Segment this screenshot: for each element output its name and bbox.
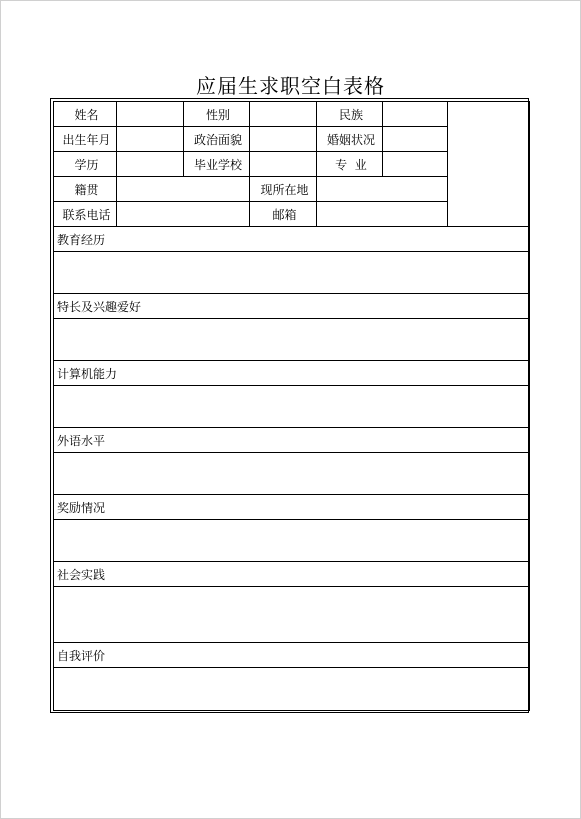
name-label: 姓名	[54, 102, 117, 127]
school-label: 毕业学校	[184, 152, 250, 177]
marital-field[interactable]	[383, 127, 448, 152]
marital-label: 婚姻状况	[317, 127, 383, 152]
section-header-row	[54, 428, 530, 453]
politics-label: 政治面貌	[184, 127, 250, 152]
residence-label: 现所在地	[250, 177, 317, 202]
email-field[interactable]	[317, 202, 448, 227]
self-evaluation-label: 自我评价	[54, 643, 530, 668]
politics-field[interactable]	[250, 127, 317, 152]
skills-hobbies-label: 特长及兴趣爱好	[54, 294, 530, 319]
photo-area[interactable]	[448, 102, 530, 227]
gender-label: 性别	[184, 102, 250, 127]
section-content-row	[54, 319, 530, 361]
section-content-row	[54, 520, 530, 562]
phone-field[interactable]	[117, 202, 250, 227]
section-content-row	[54, 386, 530, 428]
self-evaluation-field[interactable]	[54, 668, 530, 711]
birth-field[interactable]	[117, 127, 184, 152]
native-field[interactable]	[117, 177, 250, 202]
major-field[interactable]	[383, 152, 448, 177]
awards-label: 奖励情况	[54, 495, 530, 520]
ethnicity-field[interactable]	[383, 102, 448, 127]
computer-skills-label: 计算机能力	[54, 361, 530, 386]
section-header-row	[54, 294, 530, 319]
name-field[interactable]	[117, 102, 184, 127]
computer-skills-field[interactable]	[54, 386, 530, 428]
school-field[interactable]	[250, 152, 317, 177]
education-field[interactable]	[117, 152, 184, 177]
education-label: 学历	[54, 152, 117, 177]
section-header-row	[54, 562, 530, 587]
section-content-row	[54, 252, 530, 294]
native-label: 籍贯	[54, 177, 117, 202]
page-title: 应届生求职空白表格	[196, 74, 385, 98]
residence-field[interactable]	[317, 177, 448, 202]
section-content-row	[54, 453, 530, 495]
section-header-row	[54, 495, 530, 520]
section-header-row	[54, 227, 530, 252]
awards-field[interactable]	[54, 520, 530, 562]
education-history-label: 教育经历	[54, 227, 530, 252]
email-label: 邮箱	[250, 202, 317, 227]
social-practice-field[interactable]	[54, 587, 530, 643]
social-practice-label: 社会实践	[54, 562, 530, 587]
section-header-row	[54, 361, 530, 386]
application-form-table	[53, 101, 530, 711]
section-content-row	[54, 587, 530, 643]
major-label: 专 业	[317, 152, 383, 177]
section-header-row	[54, 643, 530, 668]
education-history-field[interactable]	[54, 252, 530, 294]
section-content-row	[54, 668, 530, 711]
row-name-gender-ethnicity	[54, 102, 530, 127]
phone-label: 联系电话	[54, 202, 117, 227]
language-level-label: 外语水平	[54, 428, 530, 453]
gender-field[interactable]	[250, 102, 317, 127]
ethnicity-label: 民族	[317, 102, 383, 127]
skills-hobbies-field[interactable]	[54, 319, 530, 361]
language-level-field[interactable]	[54, 453, 530, 495]
birth-label: 出生年月	[54, 127, 117, 152]
